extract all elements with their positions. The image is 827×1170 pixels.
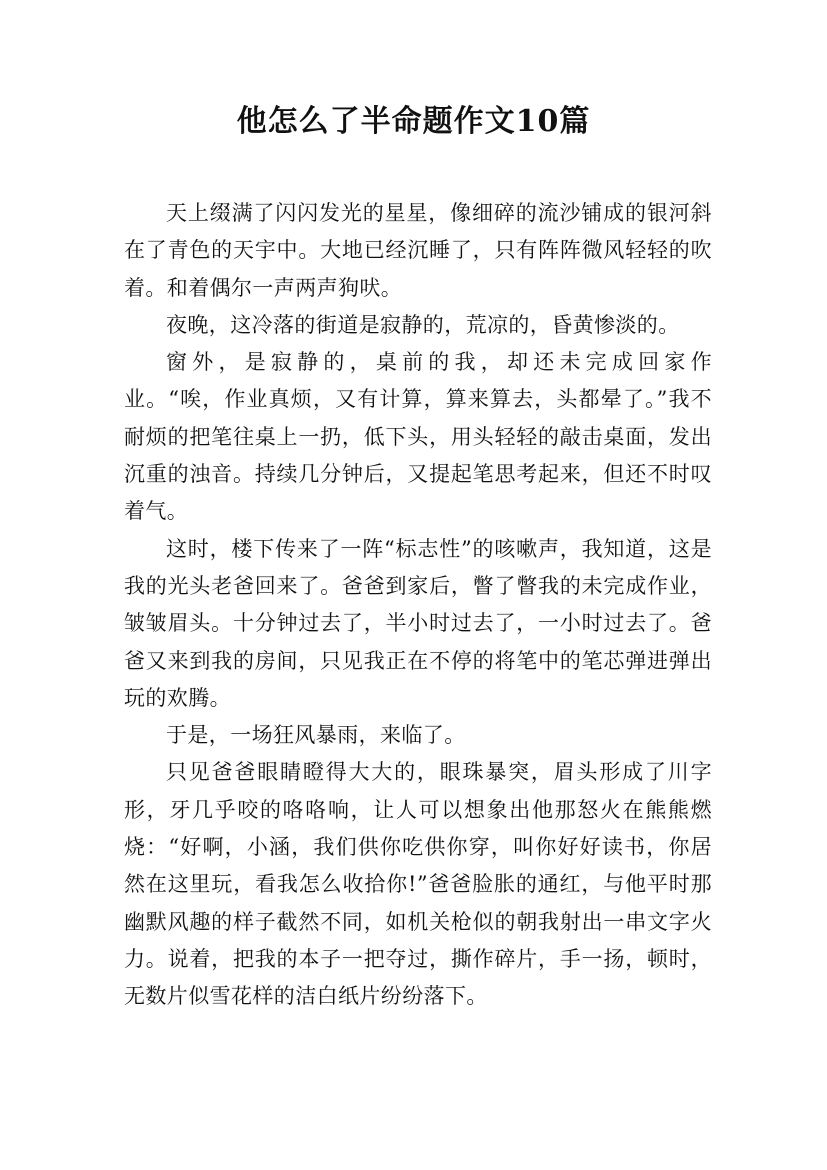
paragraph-3: 窗外，是寂静的，桌前的我，却还未完成回家作业。“唉，作业真烦，又有计算，算来算去，头都晕了。”我不耐烦的把笔往桌上一扔，低下头，用头轻轻的敲击桌面，发出沉重的浊音。持续几分钟后，又提起笔思考起来，但还不时叹着气。 xyxy=(124,350,712,524)
page-title: 他怎么了半命题作文10篇 xyxy=(236,104,591,139)
paragraph-5: 于是，一场狂风暴雨，来临了。 xyxy=(166,723,466,748)
paragraph-4: 这时，楼下传来了一阵“标志性”的咳嗽声，我知道，这是我的光头老爸回来了。爸爸到家后，瞥了瞥我的未完成作业，皱皱眉头。十分钟过去了，半小时过去了，一小时过去了。爸爸又来到我的房间，只见我正在不停的将笔中的笔芯弹进弹出玩的欢腾。 xyxy=(124,536,712,710)
paragraph-2: 夜晚，这冷落的街道是寂静的，荒凉的，昏黄惨淡的。 xyxy=(166,312,680,337)
paragraph-1: 天上缀满了闪闪发光的星星，像细碎的流沙铺成的银河斜在了青色的天宇中。大地已经沉睡了，只有阵阵微风轻轻的吹着。和着偶尔一声两声狗吠。 xyxy=(124,201,712,300)
paragraph-6: 只见爸爸眼睛瞪得大大的，眼珠暴突，眉头形成了川字形，牙几乎咬的咯咯响，让人可以想象出他那怒火在熊熊燃烧：“好啊，小涵，我们供你吃供你穿，叫你好好读书，你居然在这里玩，看我怎么收拾你!”爸爸脸胀的通红，与他平时那幽默风趣的样子截然不同，如机关枪似的朝我射出一串文字火力。说着，把我的本子一把夺过，撕作碎片，手一扬，顿时，无数片似雪花样的洁白纸片纷纷落下。 xyxy=(124,760,712,1009)
article-body xyxy=(124,195,712,1016)
